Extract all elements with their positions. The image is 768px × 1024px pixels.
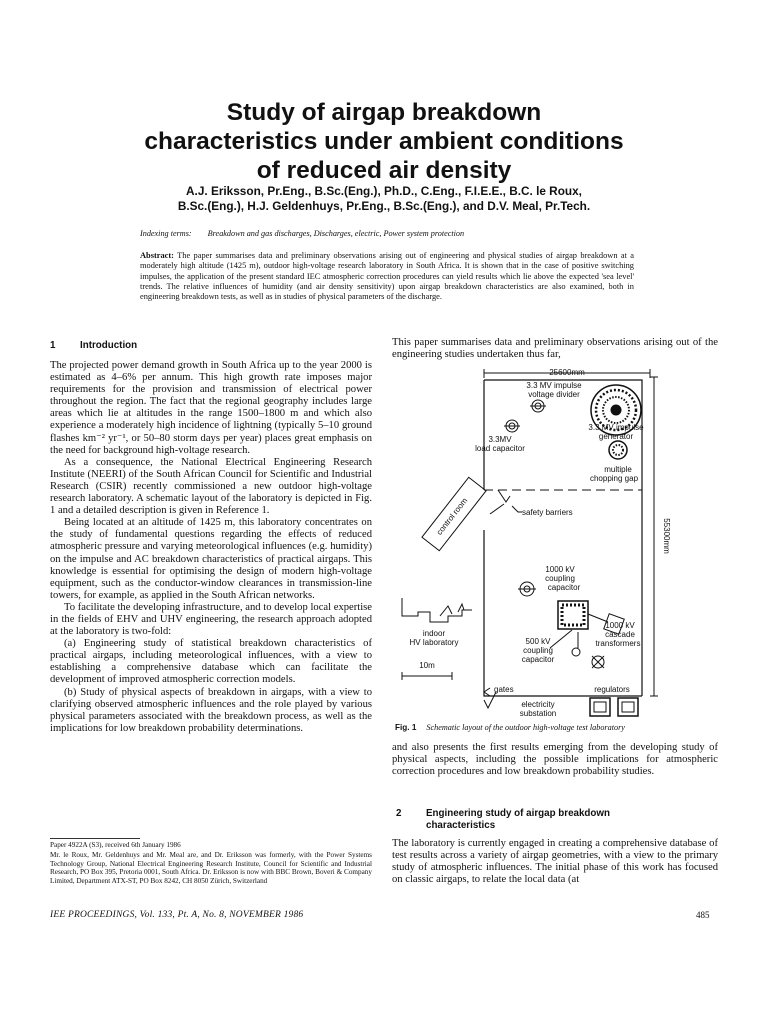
section-title: characteristics	[426, 820, 496, 831]
gate-arrow	[484, 688, 490, 696]
figure-1	[392, 366, 728, 722]
cascade-transformers-label: 1000 kV	[605, 621, 635, 630]
title-line: of reduced air density	[256, 157, 512, 184]
section-2-heading	[396, 808, 716, 832]
load-capacitor-label: 3.3MV	[488, 435, 512, 444]
height-dimension-label: 55300mm	[662, 518, 671, 554]
impulse-divider-label: 3.3 MV impulse	[526, 381, 582, 390]
scale-label: 10m	[419, 661, 435, 670]
load-capacitor-ring	[504, 420, 520, 432]
right-column-intro	[392, 337, 718, 361]
section-1-heading	[50, 340, 137, 352]
author-line: A.J. Eriksson, Pr.Eng., B.Sc.(Eng.), Ph.D., C.Eng., F.I.E.E., B.C. le Roux,	[186, 184, 582, 198]
author-line: B.Sc.(Eng.), H.J. Geldenhuys, Pr.Eng., B.Sc.(Eng.), and D.V. Meal, Pr.Tech.	[177, 199, 591, 213]
coupling-capacitor-1000kv	[518, 582, 536, 596]
footnote-received: Paper 4922A (S3), received 6th January 1986	[50, 841, 181, 849]
gates-label: gates	[494, 685, 514, 694]
coupling-capacitor-1000-label: 1000 kV	[545, 565, 575, 574]
paragraph: To facilitate the developing infrastructure, and to develop local expertise in the fields of EHV and UHV engineering, the research approach adopted at the laboratory is two-fold:	[50, 601, 372, 638]
cascade-transformers-label: transformers	[595, 639, 641, 648]
cascade-transformers-label: cascade	[605, 630, 635, 639]
section-2-body	[392, 838, 718, 886]
figure-caption	[395, 723, 625, 732]
substation-label: substation	[519, 709, 557, 718]
indexing-label: Indexing terms:	[140, 229, 192, 238]
page-number: 485	[696, 910, 710, 920]
coupling-capacitor-500-label: 500 kV	[525, 637, 551, 646]
indoor-lab-label: indoor	[422, 629, 446, 638]
abstract-label: Abstract:	[140, 251, 174, 260]
impulse-divider-label: voltage divider	[528, 390, 580, 399]
chopping-gap-label: multiple	[604, 465, 632, 474]
indexing-values: Breakdown and gas discharges, Discharges, electric, Power system protection	[207, 229, 465, 238]
control-room-label: control room	[434, 496, 470, 537]
right-column-after-figure	[392, 742, 718, 778]
left-column	[50, 360, 372, 735]
chopping-gap	[609, 441, 627, 459]
paragraph: This paper summarises data and preliminary observations arising out of the engineering studies undertaken thus far,	[392, 337, 718, 361]
paragraph: The projected power demand growth in South Africa up to the year 2000 is estimated as 4–6% per annum. This high growth rate imposes major requirements for the provision and transmission of electrical power throughout the region. The fact that the regional geography includes large areas which lie at altitudes in the range 1500–1800 m and which also experience a moderately high incidence of lightning (typically 5–10 ground flashes km⁻² yr⁻¹, or 50–80 storm days per year) places great emphasis on the need for background high-voltage research.	[50, 360, 372, 456]
author-list	[40, 184, 728, 214]
coupling-capacitor-1000-label: capacitor	[547, 583, 581, 592]
section-number: 2	[396, 808, 402, 819]
title-line: characteristics under ambient conditions	[144, 128, 624, 155]
indoor-lab-outline	[402, 598, 472, 622]
figure-label: Fig. 1	[395, 723, 417, 732]
width-dimension-label: 25600mm	[549, 368, 585, 377]
section-title: Engineering study of airgap breakdown	[426, 808, 610, 819]
paragraph: (b) Study of physical aspects of breakdown in airgaps, with a view to clarifying observed atmospheric influences and the role played by various physical parameters associated with the breakdown process, as well as the implications for low breakdown probability determinations.	[50, 686, 372, 734]
load-capacitor-label: load capacitor	[475, 444, 525, 453]
journal-citation: IEE PROCEEDINGS, Vol. 133, Pt. A, No. 8, NOVEMBER 1986	[50, 910, 304, 920]
coupling-capacitor-500-label: coupling	[523, 646, 553, 655]
paragraph: and also presents the first results emerging from the developing study of physical aspects, including the possible implications for atmospheric correction procedures and low breakdown probability studies.	[392, 742, 718, 778]
regulators-label: regulators	[594, 685, 630, 694]
paragraph: As a consequence, the National Electrical Engineering Research Institute (NEERI) of the South African Council for Scientific and Industrial Research (CSIR) recently commissioned a new outdoor high-voltage research laboratory. A schematic layout of the laboratory is depicted in Fig. 1 and a detailed description is given in Reference 1.	[50, 456, 372, 517]
abstract-text: The paper summarises data and preliminary observations arising out of engineering and physical studies of airgap breakdown at a moderately high altitude (1425 m), outdoor high-voltage research laboratory in South Africa. It is shown that in the case of positive switching impulses, the application of the present standard IEC atmospheric correction procedures can yield results which lie above the expected 'sea level' trends. The relative influences of humidity (and air density sensitivity) upon airgap breakdown characteristics are also examined, both in engineering breakdown tests, as well as in studies of physical parameters of the discharge.	[140, 251, 634, 302]
title-line: Study of airgap breakdown	[226, 99, 542, 126]
paragraph: Being located at an altitude of 1425 m, this laboratory concentrates on the study of fundamental questions regarding the effects of reduced atmospheric pressure and varying meteorological influences (e.g. humidity) on the impulse and AC breakdown characteristics of practical airgaps. This knowledge is essential for optimising the design of modern high-voltage equipment, such as the conductor-window clearances in transmission-line towers, for example, as applied in the South African networks.	[50, 517, 372, 601]
impulse-generator-label: generator	[598, 432, 634, 441]
paragraph: (a) Engineering study of statistical breakdown characteristics of practical airgaps, including meteorological influences, with a view to establishing a comprehensive database which can facilitate the development of improved atmospheric correction models.	[50, 638, 372, 686]
lab-layout-diagram	[392, 366, 728, 722]
safety-barriers-label: safety barriers	[522, 508, 573, 517]
impulse-divider-ring	[530, 400, 546, 412]
paper-title	[40, 98, 728, 185]
indoor-lab-label: HV laboratory	[409, 638, 459, 647]
coupling-capacitor-1000-label: coupling	[545, 574, 575, 583]
section-title: Introduction	[80, 340, 138, 351]
abstract	[140, 251, 634, 302]
figure-caption-text: Schematic layout of the outdoor high-voltage test laboratory	[426, 723, 625, 732]
chopping-gap-label: chopping gap	[589, 474, 639, 483]
footnote-affiliation: Mr. le Roux, Mr. Geldenhuys and Mr. Meal are, and Dr. Eriksson was formerly, with the Power Systems Technology Group, National Electrical Engineering Research Institute, Council for Scientific and Industrial Research, PO Box 395, Pretoria 0001, South Africa. Dr. Eriksson is now with BBC Brown, Boveri & Company Limited, Department ATX-ST, PO Box 8242, CH 8050 Zürich, Switzerland	[50, 850, 372, 886]
indexing-terms	[140, 229, 464, 238]
coupling-capacitor-500-label: capacitor	[521, 655, 555, 664]
section-number: 1	[50, 340, 56, 351]
coupling-capacitor-500kv	[550, 630, 604, 668]
footnote	[50, 841, 372, 887]
paragraph: The laboratory is currently engaged in creating a comprehensive database of test results across a variety of airgap geometries, with a view to the primary study of atmospheric influences. The initial phase of this work has focused on classic airgaps, to relate the local data (at	[392, 838, 718, 886]
impulse-generator-label: 3.3 MV impulse	[588, 423, 644, 432]
substation-label: electricity	[521, 700, 555, 709]
footnote-rule	[50, 838, 140, 839]
